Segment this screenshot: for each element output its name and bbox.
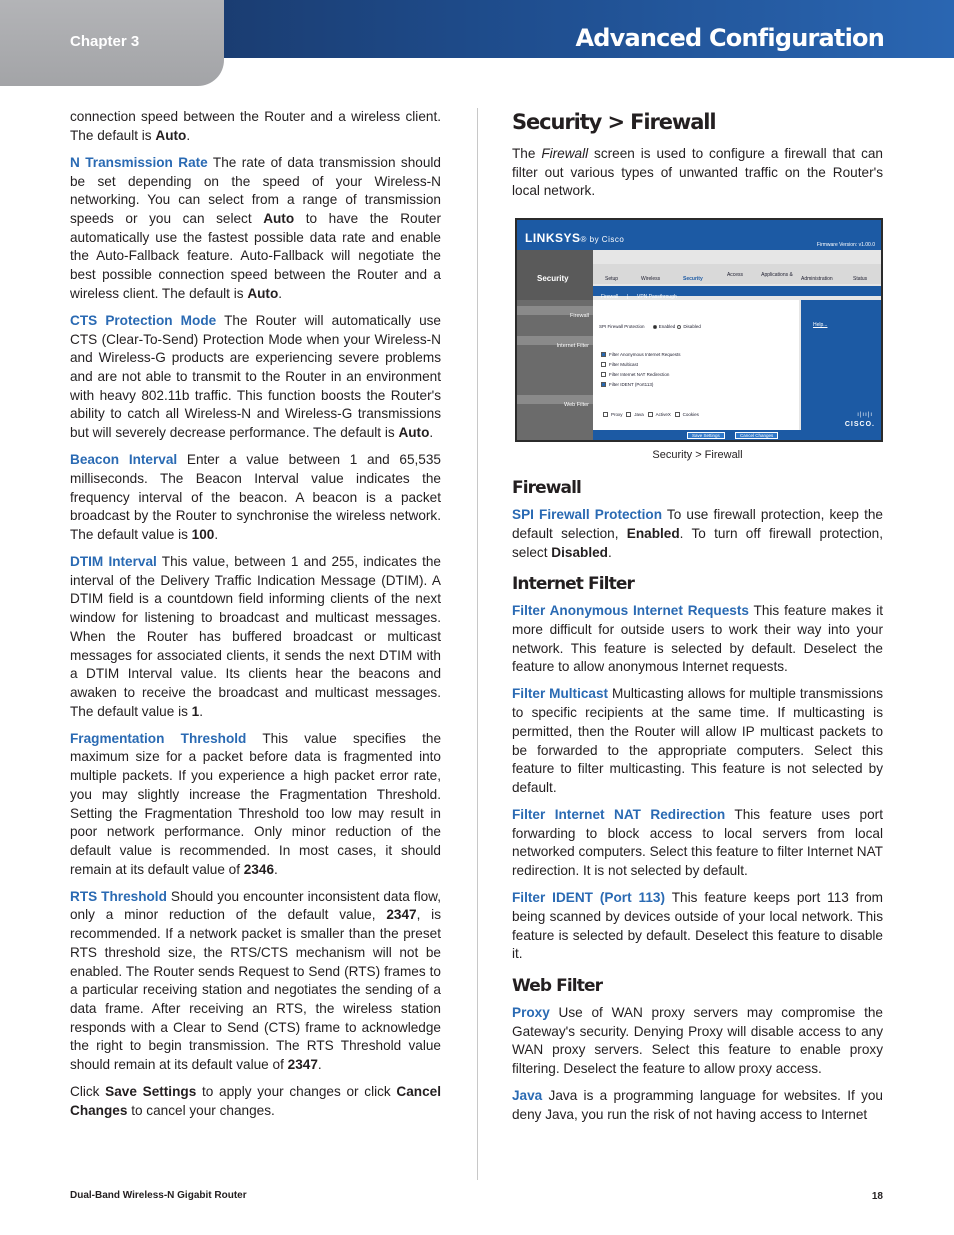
tab-setup: Setup: [605, 276, 619, 283]
paragraph-proxy: Proxy Use of WAN proxy servers may compromise the Gateway's security. Denying Proxy will disable access to any WAN proxy servers. Select this feature to enable proxy filtering. Deselect the feature to allow proxy access.: [512, 1005, 883, 1077]
term-filter-anonymous: Filter Anonymous Internet Requests: [512, 603, 749, 619]
cisco-logo: CISCO.: [844, 421, 875, 429]
paragraph-java: Java Java is a programming language for websites. If you deny Java, you run the risk of not having access to Internet: [512, 1088, 883, 1122]
checkbox-icon: [648, 412, 653, 417]
paragraph-filter-anonymous: Filter Anonymous Internet Requests This feature makes it more difficult for outside users to work their way into your network. This feature is selected by default. Deselect the feature to allow anonymous Internet requests.: [512, 603, 883, 675]
web-filter-row: Proxy Java ActiveX Cookies: [603, 406, 699, 425]
paragraph-filter-multicast: Filter Multicast Multicasting allows for multiple transmissions to specific recipients at the same time. If multicasting is permitted, then the Router will allow IP multicast packets to be forwarded to the appropriate computers. Select this feature to filter multicasting. This feature is not selected by default.: [512, 686, 883, 795]
screenshot-section-label: Security: [537, 274, 569, 284]
term-filter-ident: Filter IDENT (Port 113): [512, 890, 666, 906]
help-link: Help...: [813, 322, 828, 329]
filter-multicast-row: Filter Multicast: [601, 356, 638, 375]
heading-firewall: Firewall: [512, 478, 581, 499]
paragraph-dtim-interval: DTIM Interval This value, between 1 and 255, indicates the interval of the Delivery Traffic Indication Message (DTIM). A DTIM field is a countdown field informing clients of the next window for listening to broadcast and multicast messages. When the Router has buffered broadcast or multicast messages for associated clients, it sends the next DTIM with a DTIM Interval value. Its clients hear the beacons and awaken to receive the broadcast and multicast messages. The default value is 1.: [70, 554, 441, 719]
subnav-separator: |: [627, 294, 629, 301]
tab-access-restrictions: Access: [726, 272, 744, 279]
paragraph-intro: The Firewall screen is used to configure a firewall that can filter out various types of unwanted traffic on the Router's local network.: [512, 146, 883, 199]
term-spi-firewall: SPI Firewall Protection: [512, 507, 663, 523]
term-filter-nat: Filter Internet NAT Redirection: [512, 807, 726, 823]
paragraph-n-transmission-rate: N Transmission Rate The rate of data transmission should be set depending on the speed of your Wireless-N networking. You can select from a range of transmission speeds or you can select Auto to have the Router automatically use the fastest possible data rate and enable the Auto-Fallback feature. Auto-Fallback will negotiate the best possible connection speed between the Router and a wireless client. The default is Auto.: [70, 154, 441, 301]
paragraph-beacon-interval: Beacon Interval Enter a value between 1 and 65,535 milliseconds. The Beacon Interval value indicates the frequency interval of the beacon. A beacon is a packet broadcast by the Router to synchronise the wireless network. The default value is 100.: [70, 452, 441, 542]
sidebar-web-filter-bar: Web Filter: [517, 395, 593, 404]
term-beacon-interval: Beacon Interval: [70, 452, 178, 468]
right-column: [512, 108, 883, 1133]
term-java: Java: [512, 1088, 543, 1104]
tab-administration: Administration: [801, 276, 833, 283]
paragraph-click-save: Click Save Settings to apply your changes or click Cancel Changes to cancel your changes.: [70, 1084, 441, 1118]
firewall-screenshot: [515, 218, 883, 442]
checkbox-icon: [675, 412, 680, 417]
term-proxy: Proxy: [512, 1005, 550, 1021]
page-title: Advanced Configuration: [575, 24, 884, 52]
cisco-logo-bars-icon: ı|ıı|ı: [857, 412, 873, 419]
section-title: Security > Firewall: [512, 110, 716, 134]
term-fragmentation-threshold: Fragmentation Threshold: [70, 730, 247, 746]
tab-wireless: Wireless: [641, 276, 661, 283]
paragraph-cts-protection: CTS Protection Mode The Router will automatically use CTS (Clear-To-Send) Protection Mode when your Wireless-N and Wireless-G products are experiencing severe problems and are not able to transmit to the Router in an environment with heavy 802.11b traffic. This function boosts the Router's ability to catch all Wireless-N and Wireless-G transmissions but will severely decrease performance. The default is Auto.: [70, 312, 441, 441]
checkbox-icon: [626, 412, 631, 417]
paragraph-fragmentation-threshold: Fragmentation Threshold This value specifies the maximum size for a packet before data is fragmented into multiple packets. If you experience a high packet error rate, you may slightly increase the Fragmentation Threshold. Setting the Fragmentation Threshold too low may result in poor network performance. Only minor reduction of the default value is recommended. In most cases, it should remain at its default value of 2346.: [70, 730, 442, 877]
spi-firewall-row: SPI Firewall Protection Enabled Disabled: [599, 324, 701, 330]
tab-applications-gaming: Applications &: [761, 272, 793, 279]
filter-ident-row: Filter IDENT (Port113): [601, 376, 653, 395]
subnav-vpn-passthrough: VPN Passthrough: [637, 294, 677, 301]
paragraph-spi-firewall: SPI Firewall Protection To use firewall protection, keep the default selection, Enabled. To turn off firewall protection, select Disabled.: [512, 507, 884, 560]
chapter-label: Chapter 3: [70, 33, 140, 50]
heading-web-filter: Web Filter: [512, 976, 603, 997]
checkbox-icon: [603, 412, 608, 417]
checkbox-checked-icon: [601, 382, 606, 387]
left-column: [70, 108, 441, 1129]
term-n-transmission-rate: N Transmission Rate: [70, 154, 208, 170]
tab-status: Status: [853, 276, 868, 283]
paragraph-rts-threshold: RTS Threshold Should you encounter inconsistent data flow, only a minor reduction of the default value, 2347, is recommended. If a network packet is smaller than the preset RTS threshold size, the RTS/CTS mechanism will not be enabled. The Router sends Request to Send (RTS) frames to a particular receiving station and negotiates the sending of a data frame. After receiving an RTS, the wireless station responds with a Clear to Send (CTS) frame to acknowledge the right to begin transmission. The RTS Threshold value should remain at its default value of 2347.: [70, 888, 442, 1073]
disabled-radio-icon: [677, 325, 681, 329]
firmware-version: Firmware Version: v1.00.0: [816, 242, 875, 249]
footer-product: Dual-Band Wireless-N Gigabit Router: [70, 1190, 247, 1201]
term-rts-threshold: RTS Threshold: [70, 888, 167, 904]
term-filter-multicast: Filter Multicast: [512, 686, 609, 702]
screenshot-subnav: [593, 286, 881, 301]
heading-internet-filter: Internet Filter: [512, 574, 634, 595]
filter-nat-row: Filter Internet NAT Redirection: [601, 366, 669, 385]
figure-caption: Security > Firewall: [652, 449, 743, 462]
column-divider: [477, 108, 478, 1180]
filter-anonymous-row: Filter Anonymous Internet Requests: [601, 346, 681, 365]
term-cts-protection: CTS Protection Mode: [70, 312, 217, 328]
term-dtim-interval: DTIM Interval: [70, 554, 157, 570]
subnav-firewall: Firewall: [601, 294, 619, 301]
cancel-changes-button: Cancel Changes: [735, 432, 778, 439]
enabled-radio-icon: [653, 325, 657, 329]
paragraph-filter-nat: Filter Internet NAT Redirection This feature uses port forwarding to block access to local servers from local networked computers. Select this feature to filter Internet NAT redirection. It is not selected by default.: [512, 807, 883, 879]
save-settings-button: Save Settings: [687, 432, 725, 439]
paragraph-filter-ident: Filter IDENT (Port 113) This feature keeps port 113 from being scanned by devices outside of your local network. This feature is selected by default. Deselect this feature to disable it.: [512, 890, 883, 962]
sidebar-internet-filter-bar: Internet Filter: [517, 336, 593, 345]
page-number: 18: [871, 1191, 883, 1202]
paragraph-connection-speed: connection speed between the Router and a wireless client. The default is Auto.: [70, 109, 441, 143]
linksys-logo: LINKSYS® by Cisco: [525, 231, 625, 246]
sidebar-firewall-bar: Firewall: [517, 306, 593, 315]
tab-security: Security: [683, 276, 703, 283]
